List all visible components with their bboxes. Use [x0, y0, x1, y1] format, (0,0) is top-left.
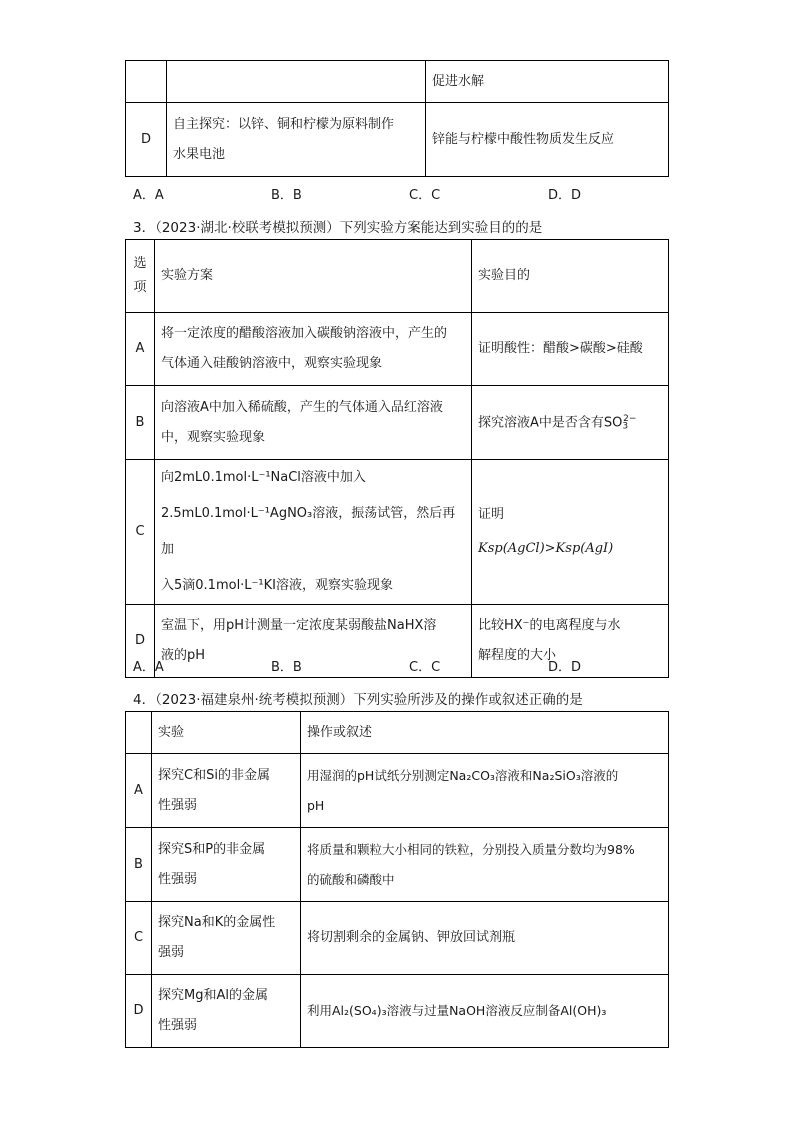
- table-row: [126, 460, 669, 605]
- choice-c[interactable]: C．C: [409, 188, 441, 203]
- choice-d[interactable]: D．D: [548, 188, 582, 203]
- plan-cell: [167, 103, 426, 177]
- header-desc: 操作或叙述: [301, 712, 669, 754]
- question-4-title: 4．（2023·福建泉州·统考模拟预测）下列实验所涉及的操作或叙述正确的是: [133, 692, 583, 708]
- table-row: [126, 313, 669, 386]
- option-cell: B: [126, 828, 152, 902]
- question-3-title: 3．（2023·湖北·校联考模拟预测）下列实验方案能达到实验目的的是: [133, 220, 543, 236]
- option-cell: D: [126, 103, 167, 177]
- goal-cell: 比较HX⁻的电离程度与水 解程度的大小: [472, 605, 669, 678]
- desc-cell: 用湿润的pH试纸分别测定Na₂CO₃溶液和Na₂SiO₃溶液的 pH: [301, 754, 669, 828]
- table-header-row: [126, 240, 669, 313]
- table-row: [126, 61, 669, 103]
- table-header-row: [126, 712, 669, 754]
- plan-line: 自主探究：以锌、铜和柠檬为原料制作: [173, 116, 395, 132]
- option-cell: D: [126, 975, 152, 1048]
- exp-cell: 探究Mg和Al的金属 性强弱: [152, 975, 301, 1048]
- option-cell: [126, 61, 167, 103]
- option-cell: C: [126, 460, 155, 605]
- table-row: [126, 386, 669, 460]
- table-row: [126, 754, 669, 828]
- choice-a[interactable]: A．A: [133, 188, 164, 203]
- goal-cell: 证明酸性：醋酸>碳酸>硅酸: [472, 313, 669, 386]
- option-cell: A: [126, 754, 152, 828]
- option-cell: A: [126, 313, 155, 386]
- choice-a[interactable]: A．A: [133, 660, 164, 675]
- goal-cell: 促进水解: [426, 61, 669, 103]
- table-row: [126, 975, 669, 1048]
- header-exp: 实验: [152, 712, 301, 754]
- goal-cell: 证明 Ksp(AgCl)>Ksp(AgI): [472, 460, 669, 605]
- exp-cell: 探究C和Si的非金属 性强弱: [152, 754, 301, 828]
- option-cell: C: [126, 902, 152, 975]
- goal-cell: 锌能与柠檬中酸性物质发生反应: [426, 103, 669, 177]
- exp-cell: 探究Na和K的金属性 强弱: [152, 902, 301, 975]
- desc-cell: 将质量和颗粒大小相同的铁粒，分别投入质量分数均为98% 的硫酸和磷酸中: [301, 828, 669, 902]
- option-cell: B: [126, 386, 155, 460]
- choice-d[interactable]: D．D: [548, 660, 582, 675]
- ksp-formula: Ksp(AgCl)>Ksp(AgI): [478, 541, 614, 556]
- choice-c[interactable]: C．C: [409, 660, 441, 675]
- plan-cell: 室温下，用pH计测量一定浓度某弱酸盐NaHX溶 液的pH: [155, 605, 472, 678]
- plan-cell: 向2mL0.1mol·L⁻¹NaCl溶液中加入 2.5mL0.1mol·L⁻¹AgNO₃溶液，振荡试管，然后再加 入5滴0.1mol·L⁻¹KI溶液，观察实验现象: [155, 460, 472, 605]
- plan-cell: 向溶液A中加入稀硫酸，产生的气体通入品红溶液 中，观察实验现象: [155, 386, 472, 460]
- header-plan: 实验方案: [155, 240, 472, 313]
- plan-cell: 将一定浓度的醋酸溶液加入碳酸钠溶液中，产生的 气体通入硅酸钠溶液中，观察实验现象: [155, 313, 472, 386]
- table-q2-continuation: [125, 60, 669, 177]
- table-row: [126, 902, 669, 975]
- table-row: [126, 103, 669, 177]
- desc-cell: 利用Al₂(SO₄)₃溶液与过量NaOH溶液反应制备Al(OH)₃: [301, 975, 669, 1048]
- option-cell: D: [126, 605, 155, 678]
- plan-line: 水果电池: [173, 146, 226, 162]
- table-q3: [125, 239, 669, 678]
- table-row: [126, 605, 669, 678]
- goal-cell: 探究溶液A中是否含有$SO_3^{2-}$: [472, 386, 669, 460]
- choice-b[interactable]: B．B: [271, 660, 302, 675]
- exp-cell: 探究S和P的非金属 性强弱: [152, 828, 301, 902]
- desc-cell: 将切割剩余的金属钠、钾放回试剂瓶: [301, 902, 669, 975]
- choice-b[interactable]: B．B: [271, 188, 302, 203]
- header-option: [126, 712, 152, 754]
- table-row: [126, 828, 669, 902]
- header-goal: 实验目的: [472, 240, 669, 313]
- plan-cell: [167, 61, 426, 103]
- header-option: 选 项: [126, 240, 155, 313]
- table-q4: [125, 711, 669, 1048]
